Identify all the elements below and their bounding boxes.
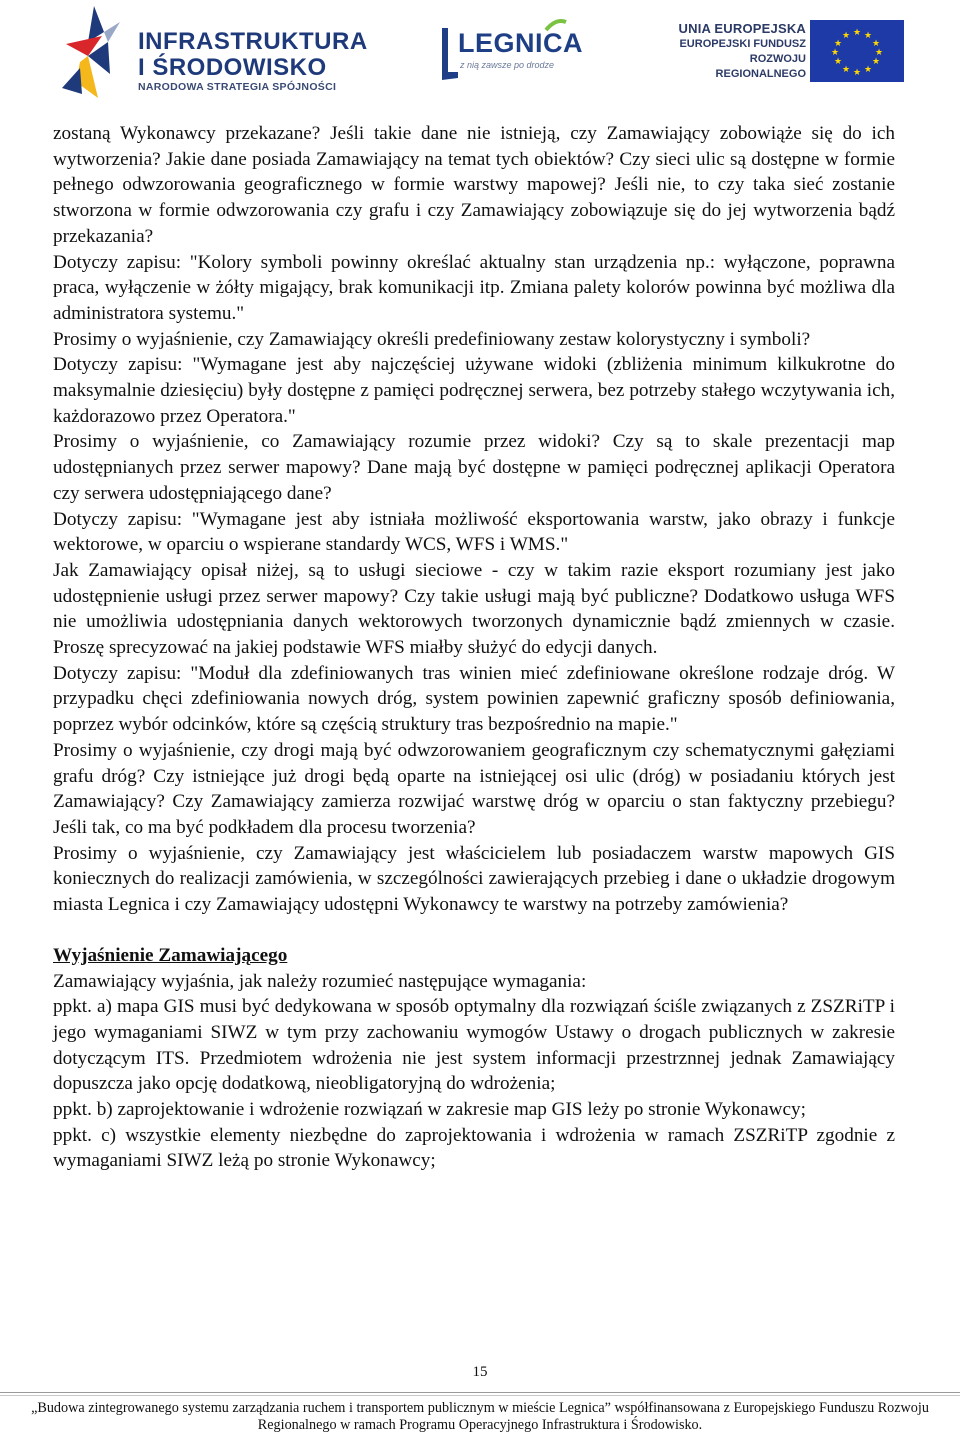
star-arrows-icon bbox=[58, 2, 134, 98]
footer-line1: „Budowa zintegrowanego systemu zarządzania ruchem i transportem publicznym w mieście Legnica” współfinansowana z Europejskiego Funduszu Rozwoju bbox=[31, 1400, 929, 1416]
eu-flag-icon bbox=[810, 20, 904, 82]
infrastruktura-srodowisko-logo bbox=[58, 2, 368, 98]
paragraph: Prosimy o wyjaśnienie, czy Zamawiający określi predefiniowany zestaw kolorystyczny i symboli? bbox=[53, 328, 811, 350]
footer-divider bbox=[0, 1392, 960, 1393]
eu-logo bbox=[670, 20, 906, 82]
eu-logo-line1: UNIA EUROPEJSKA bbox=[678, 21, 806, 36]
paragraph: Prosimy o wyjaśnienie, co Zamawiający rozumie przez widoki? Czy są to skale prezentacji map udostępnianych przez serwer mapowy? Dane mają być dostępne w pamięci podręcznej aplikacji Operatora czy serwera udostępniającego dane? bbox=[53, 431, 895, 504]
legnica-logo-tagline: z nią zawsze po drodze bbox=[460, 60, 555, 70]
paragraph: Dotyczy zapisu: "Moduł dla zdefiniowanych tras winien mieć zdefiniowane określone rodzaje dróg. W przypadku chęci zdefiniowania nowych dróg, system powinien zapewnić graficzny sposób definiowania, poprzez wybór odcinków, które są częścią struktury tras bezpośrednio na mapie." bbox=[53, 662, 895, 736]
answer-item: ppkt. b) zaprojektowanie i wdrożenie rozwiązań w zakresie map GIS leży po stronie Wykonawcy; bbox=[53, 1099, 806, 1121]
answer-item: ppkt. c) wszystkie elementy niezbędne do zaprojektowania i wdrożenia w ramach ZSZRiTP zgodnie z wymaganiami SIWZ leżą po stronie Wykonawcy; bbox=[53, 1124, 895, 1172]
svg-text:★: ★ bbox=[852, 28, 862, 38]
answer-item: ppkt. a) mapa GIS musi być dedykowana w sposób optymalny dla rozwiązań ściśle związanych z ZSZRiTP i jego wymaganiami SIWZ w tym przy zachowaniu wymogów Ustawy o drogach publicznych w zakresie dotyczącym ITS. Przedmiotem wdrożenia nie jest system informacji przestrznnej jednak Zamawiający dopuszcza jako opcję dodatkową, nieobligatoryjną do wdrożenia; bbox=[53, 996, 895, 1095]
legnica-mark-icon bbox=[438, 18, 458, 84]
spacer bbox=[53, 918, 895, 943]
svg-text:★: ★ bbox=[841, 65, 851, 75]
paragraph: Prosimy o wyjaśnienie, czy Zamawiający jest właścicielem lub posiadaczem warstw mapowych GIS koniecznych do realizacji zamówienia, w szczególności zawierających przebieg i dane o układzie drogowym miasta Legnica i czy Zamawiający udostępni Wykonawcy te warstwy na potrzeby zamówienia? bbox=[53, 842, 895, 916]
paragraph: zostaną Wykonawcy przekazane? Jeśli takie dane nie istnieją, czy Zamawiający zobowiąże się do ich wytworzenia? Jakie dane posiada Zamawiający na temat tych obiektów? Czy sieci ulic są dostępne w formie pełnego odwzorowania geograficznego w formie warstwy mapowej? Jeśli nie, to czy taka sieć zostanie stworzona w formie odwzorowania czy grafu i czy Zamawiający zobowiązuje się do jej wytworzenia bądź przekazania? bbox=[53, 123, 895, 247]
paragraph: Dotyczy zapisu: "Wymagane jest aby istniała możliwość eksportowania warstw, jako obrazy i funkcje wektorowe, w oparciu o wspierane standardy WCS, WFS i WMS." bbox=[53, 508, 895, 556]
page-number: 15 bbox=[472, 1364, 488, 1380]
legnica-logo bbox=[438, 18, 583, 84]
legnica-logo-name: LEGNICA bbox=[458, 28, 583, 58]
svg-text:★: ★ bbox=[871, 39, 881, 49]
svg-text:★: ★ bbox=[833, 39, 843, 49]
is-logo-line1: INFRASTRUKTURA bbox=[138, 28, 368, 55]
footer-line2: Regionalnego w ramach Programu Operacyjnego Infrastruktura i Środowisko. bbox=[257, 1417, 703, 1433]
svg-text:★: ★ bbox=[874, 48, 884, 58]
svg-text:★: ★ bbox=[833, 57, 843, 67]
page-header bbox=[0, 0, 960, 100]
paragraph: Jak Zamawiający opisał niżej, są to usługi sieciowe - czy w takim razie eksport rozumiany jest jako udostępnienie usługi przez serwer mapowy? Czy takie usługi mają być publiczne? Dodatkowo usługa WFS nie umożliwia udostępniania danych wektorowych tworzonych dynamicznie bądź zmiennych w czasie. Proszę sprecyzować na jakiej podstawie WFS miałby służyć do edycji danych. bbox=[53, 559, 895, 659]
is-logo-line2: I ŚRODOWISKO bbox=[138, 54, 327, 81]
eu-logo-text bbox=[670, 20, 806, 82]
svg-text:★: ★ bbox=[863, 65, 873, 75]
paragraph: Dotyczy zapisu: "Kolory symboli powinny określać aktualny stan urządzenia np.: wyłączone, poprawna praca, wyłączenie w żółty migający, brak komunikacji itp. Zmiana palety kolorów powinna być możliwa dla administratora systemu." bbox=[53, 251, 895, 324]
section-heading: Wyjaśnienie Zamawiającego bbox=[53, 944, 288, 966]
paragraph: Dotyczy zapisu: "Wymagane jest aby najczęściej używane widoki (zbliżenia minimum kilkukrotne do maksymalnie dziesięciu) były dostępne z pamięci podręcznej serwera, bez potrzeby stałego wczytywania ich, każdorazowo przez Operatora." bbox=[53, 354, 895, 427]
svg-text:★: ★ bbox=[852, 68, 862, 78]
svg-text:★: ★ bbox=[863, 31, 873, 41]
paragraph: Prosimy o wyjaśnienie, czy drogi mają być odwzorowaniem geograficznym czy schematycznymi gałęziami grafu dróg? Czy istniejące już drogi będą oparte na istniejącej osi ulic (dróg) w posiadaniu których jest Zamawiający? Czy Zamawiający zamierza rozwijać warstwę dróg w oparciu o stan faktyczny przebiegu? Jeśli tak, co ma być podkładem dla procesu tworzenia? bbox=[53, 739, 895, 838]
section-intro: Zamawiający wyjaśnia, jak należy rozumieć następujące wymagania: bbox=[53, 970, 587, 992]
is-logo-line3: NARODOWA STRATEGIA SPÓJNOŚCI bbox=[138, 81, 337, 93]
eu-logo-line2: EUROPEJSKI FUNDUSZ bbox=[679, 38, 806, 50]
page-footer bbox=[0, 1400, 960, 1434]
document-body bbox=[53, 121, 895, 1174]
eu-logo-line3: ROZWOJU REGIONALNEGO bbox=[715, 53, 806, 80]
svg-text:★: ★ bbox=[871, 57, 881, 67]
svg-text:★: ★ bbox=[841, 31, 851, 41]
footer-divider-secondary bbox=[0, 1395, 960, 1396]
svg-text:★: ★ bbox=[830, 48, 840, 58]
